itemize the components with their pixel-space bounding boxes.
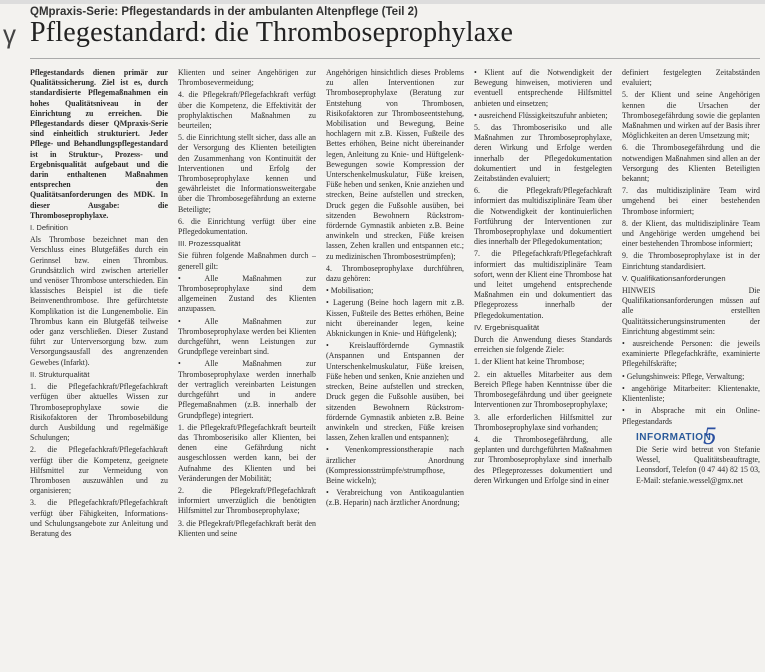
paragraph: 5. das Thromboserisiko und alle Maßnahmen zur Thromboseprophylaxe, deren Wirkung und Erfolge werden innerhalb der Pflegedokumentation dokumentiert und in festgelegten Zeitabständen evaluiert; (474, 123, 612, 184)
paragraph: 6. die Thrombosegefährdung und die notwendigen Maßnahmen sind allen an der Versorgung des Klienten Beteiligten bekannt; (622, 143, 760, 184)
article-title: Pflegestandard: die Thromboseprophylaxe (30, 17, 514, 48)
paragraph: • angehörige Mitarbeiter: Klientenakte, Klientenliste; (622, 383, 760, 404)
paragraph: definiert festgelegten Zeitabständen evaluiert; (622, 68, 760, 88)
paragraph: • Alle Maßnahmen zur Thromboseprophylaxe werden innerhalb der vertraglich vereinbarten Leistungen durchgeführt und in andere Pflegemaßnahmen (z.B. innerhalb der Grundpflege) integriert. (178, 359, 316, 420)
paragraph: • Venenkompressionstherapie nach ärztlicher Anordnung (Kompressionsstrümpfe/strumpfhose, Beine wickeln); (326, 445, 464, 485)
section-heading: V. Qualifikationsanforderungen (622, 273, 726, 283)
paragraph: • Mobilisation; (326, 286, 374, 296)
paragraph: 4. Thromboseprophylaxe durchführen, dazu gehören: (326, 263, 464, 284)
paragraph: 4. die Thrombosegefährdung, alle geplanten und durchgeführten Maßnahmen zur Thromboseprophylaxe sind innerhalb des Pflegeprozesses dokumentiert und deren Wirkungen und Erfolge sind in einer (474, 434, 612, 485)
paragraph: 1. die Pflegekraft/Pflegefachkraft beurteilt das Thromboserisiko aller Klienten, bei denen eine Gefährdung nicht ausgeschlossen werden kann, bei der Aufnahme des Klienten und bei Veränderungen der Mobilität; (178, 422, 316, 483)
paragraph: 2. die Pflegekraft/Pflegefachkraft informiert unverzüglich die benötigten Hilfsmittel zur Thromboseprophylaxe; (178, 485, 316, 516)
text-column-4 (474, 68, 612, 668)
paragraph: 5. der Klient und seine Angehörigen kennen die Ursachen der Thrombosegefährdung sowie die geplanten Maßnahmen und wirken auf der Basis ihrer Möglichkeiten an deren Umsetzung mit; (622, 90, 760, 141)
text-column-3 (326, 68, 464, 668)
info-text: Die Serie wird betreut von Stefanie Wessel, Qualitätsbeauftragte, Leonsdorf, Telefon (0 47 44) 82 15 03, E-Mail: stefanie.wessel@gmx.net (636, 444, 760, 485)
text-column-5 (622, 68, 760, 668)
section-heading: IV. Ergebnisqualität (474, 322, 540, 332)
paragraph: 2. die Pflegefachkraft/Pflegefachkraft verfügt über die Kompetenz, geeignete Hilfsmittel zur Vermeidung von Thrombosen auszuwählen und zu organisieren; (30, 445, 168, 496)
paragraph: 9. die Thromboseprophylaxe ist in der Einrichtung standardisiert. (622, 251, 760, 271)
paragraph: Als Thrombose bezeichnet man den Verschluss eines Blutgefäßes durch ein Gerinnsel bzw. einen Thrombus. Grundsätzlich wird zwischen arterieller und venöser Thrombose unterschieden. Ein klassisches Beispiel ist die tiefe Beinvenenthrombose. Ihre gefürchtetste Komplikation ist die Lungenembolie. Ein Thrombus kann ein Blutgefäß teilweise oder ganz verschließen. Dieser Zustand führt zur Unterversorgung bzw. zum Versorgungsausfall des angrenzenden Gewebes (Infarkt). (30, 235, 168, 367)
paragraph: Sie führen folgende Maßnahmen durch – generell gilt: (178, 251, 316, 271)
paragraph: • in Absprache mit ein Online-Pflegestandards (622, 406, 760, 426)
paragraph: • Alle Maßnahmen zur Thromboseprophylaxe werden bei Klienten durchgeführt, wenn Leistungen zur Grundpflege vereinbart sind. (178, 316, 316, 357)
paragraph: 4. die Pflegekraft/Pflegefachkraft verfügt über die Kompetenz, die Effektivität der prophylaktischen Maßnahmen zu beurteilen; (178, 90, 316, 131)
paragraph: 3. die Pflegefachkraft/Pflegefachkraft verfügt über Fähigkeiten, Informations- und Schulungsangebote zur Anleitung und Beratung des (30, 498, 168, 538)
handwritten-signature: 5 (703, 425, 717, 450)
paragraph: 3. alle erforderlichen Hilfsmittel zur Thromboseprophylaxe sind vorhanden; (474, 412, 612, 432)
paragraph: • Gelungshinweis: Pflege, Verwaltung; (622, 371, 745, 381)
paragraph: 7. das multidisziplinäre Team wird umgehend bei einer bestehenden Thrombose informiert; (622, 186, 760, 216)
paragraph: 8. der Klient, das multidisziplinäre Team und Angehörige werden umgehend bei einer bestehenden Thrombose informiert; (622, 218, 760, 249)
article-body (30, 68, 760, 668)
info-title: INFORMATION (636, 431, 712, 443)
paragraph: 1. die Pflegefachkraft/Pflegefachkraft verfügen über aktuelles Wissen zur Thromboseprophylaxe sowie die Risikofaktoren der Thrombosebildung durch Ausbildung und regelmäßige Schulungen; (30, 382, 168, 443)
paragraph: • Alle Maßnahmen zur Thromboseprophylaxe sind dem allgemeinen Zustand des Klienten anzupassen. (178, 273, 316, 314)
paragraph: 6. die Pflegekraft/Pflegefachkraft informiert das multidisziplinäre Team über die Notwendigkeit der kontinuierlichen Fortführung der Interventionen zur Thromboseprophylaxe und dokumentiert dies innerhalb der Pflegedokumentation; (474, 186, 612, 247)
paragraph: • Verabreichung von Antikoagulantien (z.B. Heparin) nach ärztlicher Anordnung; (326, 488, 464, 508)
series-header: QMpraxis-Serie: Pflegestandards in der ambulanten Altenpflege (Teil 2) (30, 6, 418, 18)
paragraph: 7. die Pflegefachkraft/Pflegefachkraft informiert das multidisziplinäre Team sofort, wenn der Klient eine Thrombose hat und leitet umgehend entsprechende Maßnahmen ein und dokumentiert das Pflegeprozess innerhalb der Pflegedokumentation. (474, 249, 612, 320)
top-rule (0, 0, 765, 4)
paragraph: • Lagerung (Beine hoch lagern mit z.B. Kissen, Fußteile des Bettes erhöhen, Beine nicht übereinander legen, keine Abknickungen in Knie- und Hüftgelenk); (326, 298, 464, 339)
paragraph: Pflegestandards dienen primär zur Qualitätssicherung. Ziel ist es, durch standardisierte Pflegemaßnahmen ein hohes Qualitätsniveau in der Einrichtung zu erreichen. Die Pflegestandards dieser QMpraxis-Serie sind einheitlich strukturiert. Jeder Pflege- und Behandlungspflegestandard ist in Struktur-, Prozess- und Ergebnisqualität aufgebaut und die darin enthaltenen Maßnahmen entsprechen den Qualitätsanforderungen des MDK. In dieser Ausgabe: die Thromboseprophylaxe. (30, 68, 168, 220)
text-column-2 (178, 68, 316, 668)
paragraph: HINWEIS Die Qualifikationsanforderungen müssen auf alle erstellten Qualitätssicherungsinstrumenten der Einrichtung abgestimmt sein: (622, 286, 760, 336)
paragraph: 3. die Pflegekraft/Pflegefachkraft berät den Klienten und seine (178, 518, 316, 538)
paragraph: • ausreichend Flüssigkeitszufuhr anbieten; (474, 110, 608, 120)
text-column-1 (30, 68, 168, 668)
handwritten-mark: γ (3, 19, 16, 49)
paragraph: Klienten und seiner Angehörigen zur Thrombosevermeidung; (178, 68, 316, 88)
paragraph: 6. die Einrichtung verfügt über eine Pflegedokumentation. (178, 216, 316, 237)
paragraph: 5. die Einrichtung stellt sicher, dass alle an der Versorgung des Klienten beteiligten den Zusammenhang von Kontinuität der Interventionen und Erfolg der Thromboseprophylaxe kennen und gewährleistet die Informationsweitergabe über die Thrombosegefährdung an externe Beteiligte; (178, 133, 316, 214)
paragraph: • Kreislauffördernde Gymnastik (Anspannen und Entspannen der Unterschenkelmuskulatur, Füße kreisen, Füße heben und senken, Knie anziehen und strecken, Beine aufstellen und strecken, Druck gegen die Fußsohle ausüben, bei sitzenden Bewohnern Rückstrom-fördernde Gymnastik anbieten z.B. Beine anwinkeln und strecken, Füße kreisen lassen, Zehen krallen und entspannen); (326, 341, 464, 443)
paragraph: 1. der Klient hat keine Thrombose; (474, 357, 585, 367)
info-box (622, 433, 760, 486)
paragraph: Durch die Anwendung dieses Standards erreichen sie folgende Ziele: (474, 335, 612, 355)
paragraph: • ausreichende Personen: die jeweils examinierte Pflegefachkräfte, examinierte Pflegehilfskräfte; (622, 339, 760, 369)
section-heading: III. Prozessqualität (178, 239, 241, 249)
paragraph: • Klient auf die Notwendigkeit der Bewegung hinweisen, motivieren und eventuell entsprechende Hilfsmittel anbieten und einsetzen; (474, 68, 612, 108)
paragraph: Angehörigen hinsichtlich dieses Problems zu allen Interventionen zur Thromboseprophylaxe (Beratung zur Entstehung von Thrombosen, Risikofaktoren zur Thromboseentstehung, Mobilisation und Bewegung, Beine hochlagern mit z.B. Kissen, Fußteile des Bettes erhöhen, Beine nicht übereinander legen, Anleitung zu Knie- und Hüftgelenk-Bewegungen sowie Kompression der Unterschenkelmuskulatur, Füße kreisen, Füße heben und senken, Knie anziehen und strecken, Beine aufstellen und strecken, Druck gegen die Fußsohle ausüben, bei sitzenden Bewohnern Rückstrom-fördernde Gymnastik anbieten z.B. Beine anwinkeln und strecken, Füße kreisen lassen, Zehen krallen und entspannen etc.; zu medizinischen Thrombosestrümpfen); (326, 68, 464, 261)
title-divider (30, 58, 760, 59)
section-heading: II. Strukturqualität (30, 369, 90, 379)
paragraph: 2. ein aktuelles Mitarbeiter aus dem Bereich Pflege haben Kenntnisse über die Thrombosegefährdung und über geeignete Interventionen zur Thromboseprophylaxe; (474, 369, 612, 410)
section-heading: I. Definition (30, 223, 68, 233)
